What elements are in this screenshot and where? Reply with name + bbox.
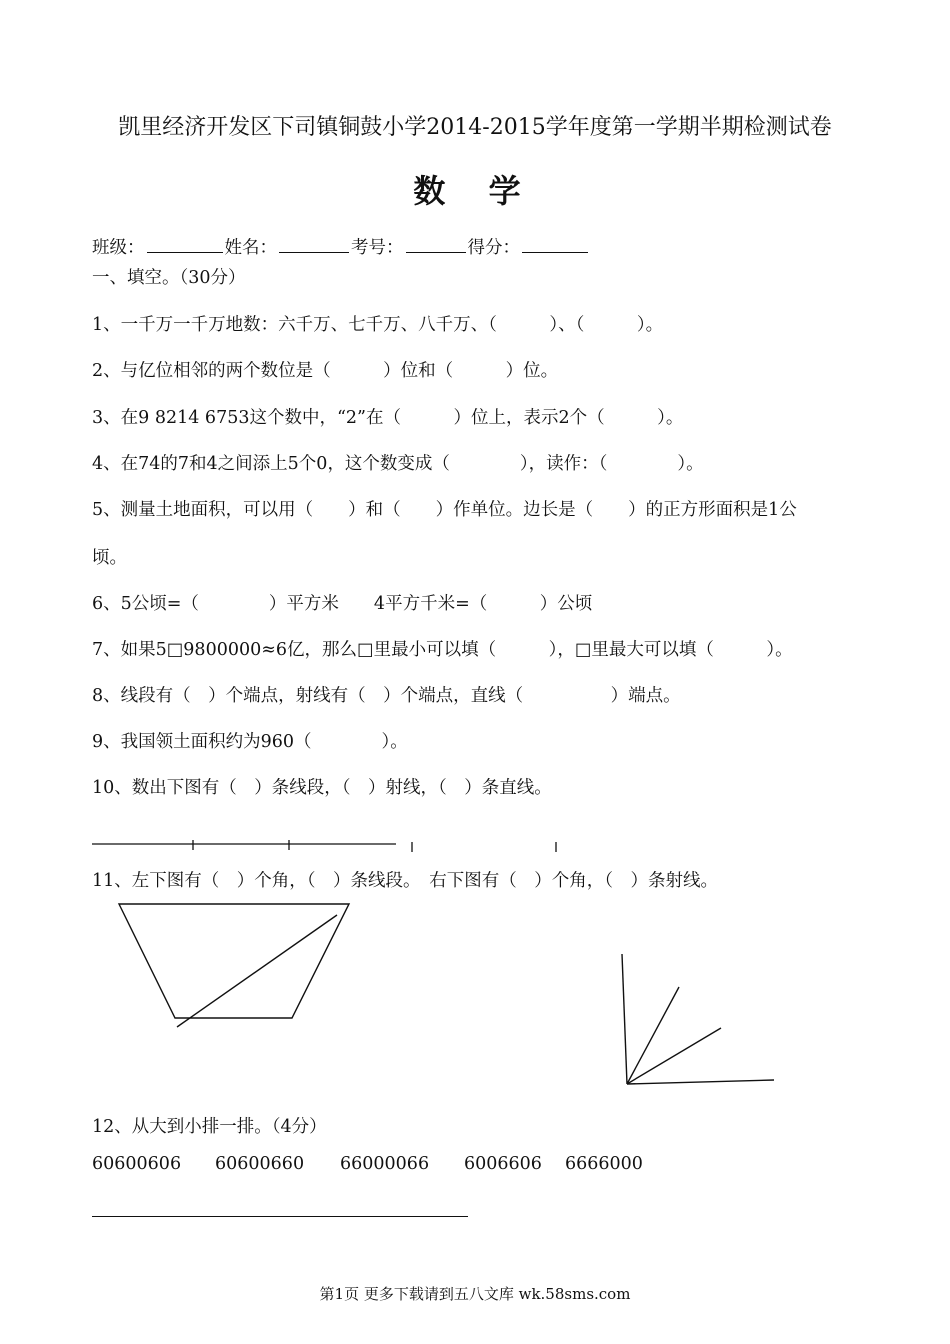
- question-10: 10、数出下图有（ ）条线段，（ ）射线，（ ）条直线。: [92, 778, 552, 798]
- name-label: 姓名：: [224, 238, 277, 258]
- answer-line[interactable]: [92, 1216, 468, 1217]
- section-heading: 一、填空。（30分）: [92, 268, 246, 288]
- ray: [622, 954, 627, 1084]
- question-11: 11、左下图有（ ）个角，（ ）条线段。 右下图有（ ）个角，（ ）条射线。: [92, 871, 719, 891]
- question-5-continued: 顷。: [92, 548, 127, 568]
- number-item: 6666000: [565, 1154, 643, 1174]
- exam-no-label: 考号：: [351, 238, 404, 258]
- number-item: 6006606: [464, 1154, 542, 1174]
- ray: [627, 987, 679, 1084]
- number-item: 60600660: [215, 1154, 305, 1174]
- question-3: 3、在9 8214 6753这个数中，“2”在（ ）位上，表示2个（ ）。: [92, 408, 684, 428]
- question-5: 5、测量土地面积，可以用（ ）和（ ）作单位。边长是（ ）的正方形面积是1公: [92, 500, 797, 520]
- trapezoid: [119, 904, 349, 1018]
- ray: [627, 1028, 721, 1084]
- q10-lines-figure: [0, 830, 950, 860]
- number-item: 66000066: [340, 1154, 430, 1174]
- number-item: 60600606: [92, 1154, 182, 1174]
- question-9: 9、我国领土面积约为960（ ）。: [92, 732, 408, 752]
- class-label: 班级：: [92, 238, 145, 258]
- q11-trapezoid-figure: [0, 890, 950, 1100]
- student-info-row: [92, 236, 590, 258]
- class-blank[interactable]: [147, 236, 223, 253]
- question-7: 7、如果5□9800000≈6亿，那么□里最小可以填（ ），□里最大可以填（ ）。: [92, 640, 793, 660]
- question-8: 8、线段有（ ）个端点，射线有（ ）个端点，直线（ ）端点。: [92, 686, 681, 706]
- question-4: 4、在74的7和4之间添上5个0，这个数变成（ ），读作：（ ）。: [92, 454, 704, 474]
- diagonal-segment: [177, 915, 337, 1027]
- subject-title: 数 学: [413, 172, 537, 210]
- question-1: 1、一千万一千万地数：六千万、七千万、八千万、（ ）、（ ）。: [92, 315, 664, 335]
- question-2: 2、与亿位相邻的两个数位是（ ）位和（ ）位。: [92, 361, 559, 381]
- score-label: 得分：: [467, 238, 520, 258]
- school-title: 凯里经济开发区下司镇铜鼓小学2014-2015学年度第一学期半期检测试卷: [118, 115, 832, 140]
- exam-no-blank[interactable]: [406, 236, 466, 253]
- name-blank[interactable]: [279, 236, 349, 253]
- score-blank[interactable]: [522, 236, 588, 253]
- page-footer: 第1页 更多下载请到五八文库 wk.58sms.com: [319, 1285, 631, 1303]
- question-6: 6、5公顷=（ ）平方米 4平方千米=（ ）公顷: [92, 594, 593, 614]
- question-12: 12、从大到小排一排。（4分）: [92, 1117, 327, 1137]
- q11-rays-figure: [622, 954, 774, 1084]
- ray: [627, 1080, 774, 1084]
